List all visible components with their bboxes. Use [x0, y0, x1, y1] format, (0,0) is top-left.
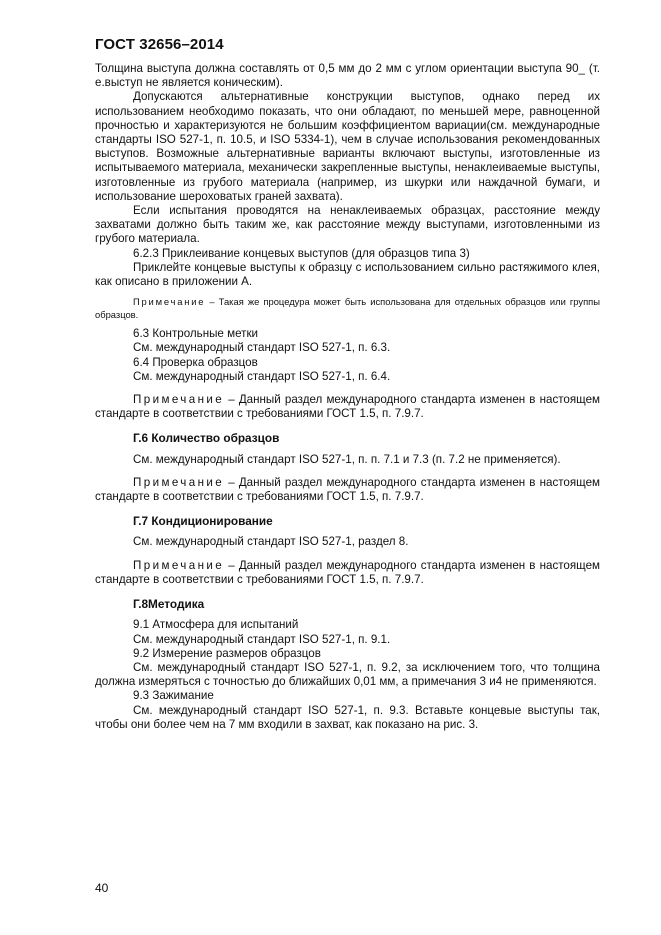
- paragraph-g6: См. международный стандарт ISO 527-1, п. п. 7.1 и 7.3 (п. 7.2 не применяется).: [133, 452, 561, 466]
- paragraph-alternatives: Допускаются альтернативные конструкции выступов, однако перед их использованием необходимо показать, что они обладают, по меньшей мере, равноценной прочностью и характеризуются не большим коэффициентом вариации(см. международные стандарты ISO 527-1, п. 10.5, и ISO 5334-1), чем в случае использования рекомендованных выступов. Возможные альтернативные варианты включают выступы, изготовленные из испытываемого материала, механически закрепленные выступы, ненаклеиваемые выступы, изготовленные из грубого материала (например, из шкурки или наждачной бумаги, и использование шероховатых граней захвата).: [95, 90, 600, 203]
- note-label: Примечание: [133, 393, 225, 407]
- note-text: – Такая же процедура может быть использована для отдельных образцов или группы образцов.: [95, 296, 600, 321]
- section-title-g6: Г.6 Количество образцов: [133, 431, 280, 446]
- note-procedure: [95, 295, 600, 321]
- subsection-6-4: 6.4 Проверка образцов: [133, 355, 258, 369]
- paragraph-ref-9-3: См. международный стандарт ISO 527-1, п. 9.3. Вставьте концевые выступы так, чтобы они более чем на 7 мм входили в захват, как показано на рис. 3.: [95, 703, 600, 731]
- page-number: 40: [95, 881, 109, 895]
- subsection-9-2: 9.2 Измерение размеров образцов: [133, 646, 321, 660]
- paragraph-ref-9-1: См. международный стандарт ISO 527-1, п. 9.1.: [133, 632, 391, 646]
- paragraph-nonbonded: Если испытания проводятся на ненаклеиваемых образцах, расстояние между захватами должно быть таким же, как расстояние между выступами, изготовленными из грубого материала.: [95, 204, 600, 246]
- paragraph-thickness: Толщина выступа должна составлять от 0,5 мм до 2 мм с углом ориентации выступа 90_ (т. е.выступ не является коническим).: [95, 62, 600, 90]
- paragraph-ref-9-2: См. международный стандарт ISO 527-1, п. 9.2, за исключением того, что толщина должна измеряться с точностью до ближайших 0,01 мм, а примечания 3 и4 не применяются.: [95, 660, 600, 689]
- note-text: – Данный раздел международного стандарта изменен в настоящем стандарте в соответствии с требованиями ГОСТ 1.5, п. 7.9.7.: [95, 558, 600, 586]
- note-text: – Данный раздел международного стандарта изменен в настоящем стандарте в соответствии с требованиями ГОСТ 1.5, п. 7.9.7.: [95, 475, 600, 504]
- note-label: Примечание: [133, 558, 225, 572]
- note-changed-3: [95, 559, 600, 587]
- subsection-6-2-3: 6.2.3 Приклеивание концевых выступов (для образцов типа 3): [133, 246, 470, 260]
- paragraph-g7: См. международный стандарт ISO 527-1, раздел 8.: [133, 535, 409, 549]
- note-changed-1: [95, 393, 600, 421]
- paragraph-ref-6-4: См. международный стандарт ISO 527-1, п. 6.4.: [133, 369, 391, 383]
- paragraph-ref-6-3: См. международный стандарт ISO 527-1, п. 6.3.: [133, 341, 391, 355]
- note-changed-2: [95, 476, 600, 504]
- note-label: Примечание: [133, 475, 225, 489]
- paragraph-glue: Приклейте концевые выступы к образцу с использованием сильно растяжимого клея, как описано в приложении А.: [95, 260, 600, 289]
- subsection-9-1: 9.1 Атмосфера для испытаний: [133, 618, 299, 632]
- document-header: ГОСТ 32656–2014: [95, 36, 224, 53]
- document-body: [95, 62, 600, 732]
- note-text: – Данный раздел международного стандарта изменен в настоящем стандарте в соответствии с требованиями ГОСТ 1.5, п. 7.9.7.: [95, 393, 600, 421]
- section-title-g8: Г.8Методика: [133, 597, 205, 612]
- subsection-6-3: 6.3 Контрольные метки: [133, 327, 258, 341]
- note-label: Примечание: [133, 296, 206, 308]
- section-title-g7: Г.7 Кондиционирование: [133, 514, 273, 529]
- subsection-9-3: 9.3 Зажимание: [133, 689, 214, 703]
